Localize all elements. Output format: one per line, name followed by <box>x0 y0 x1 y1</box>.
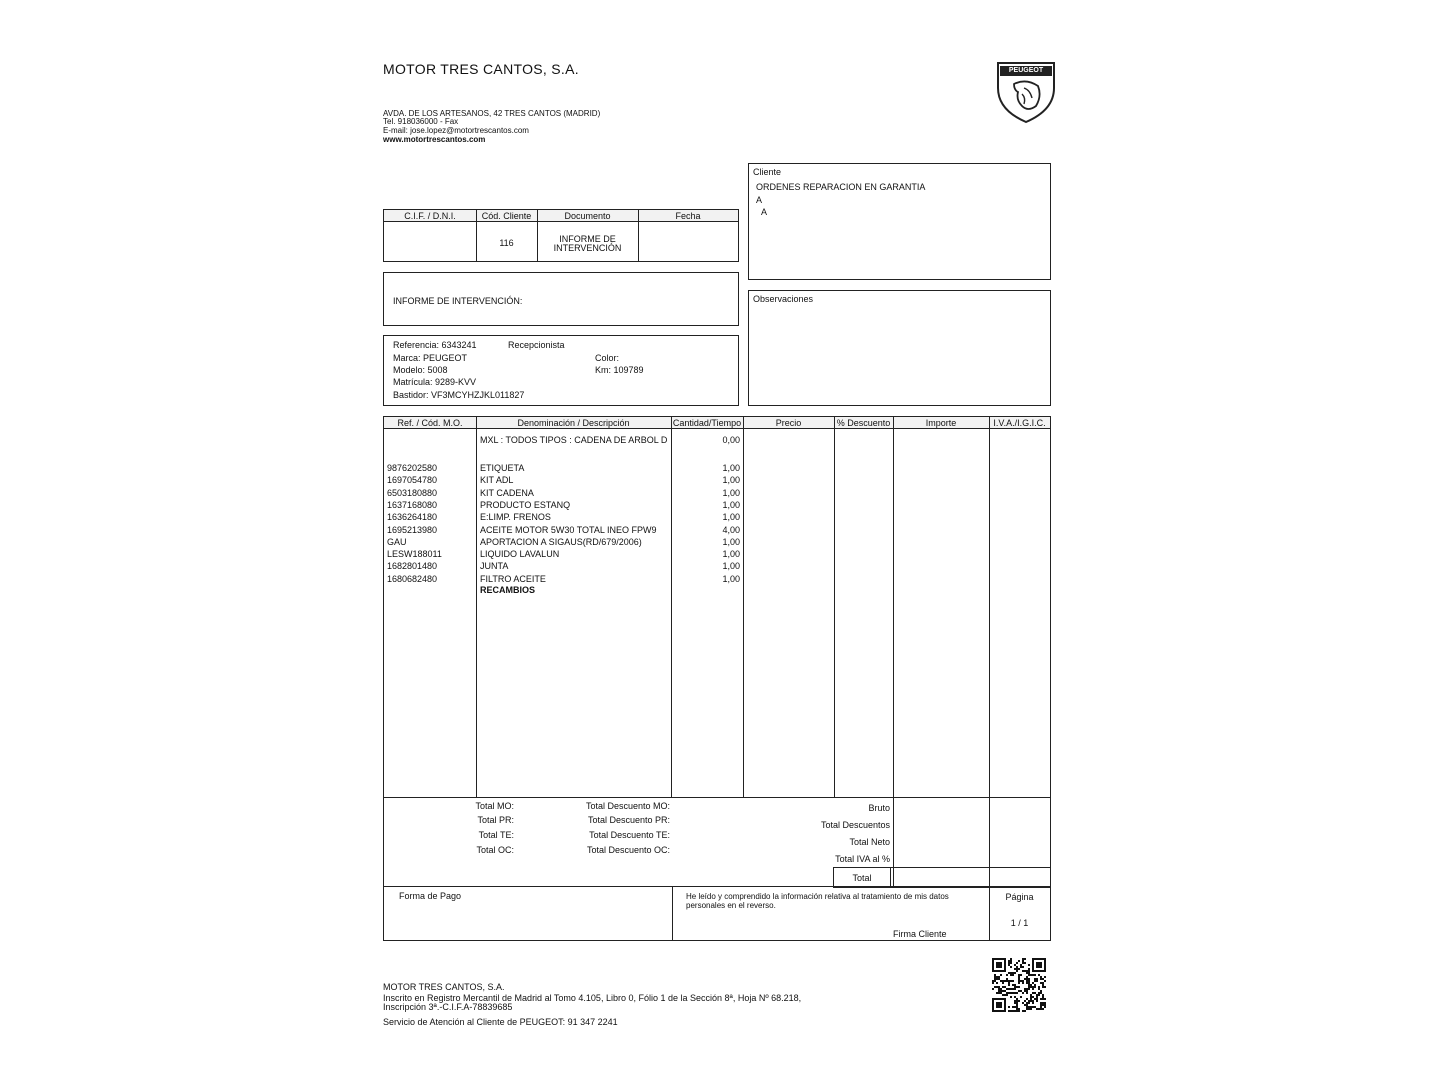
documento-value-2: INTERVENCIÓN <box>553 243 622 253</box>
row-ref: 6503180880 <box>387 487 438 498</box>
row-desc: FILTRO ACEITE <box>480 573 546 584</box>
client-line1: ORDENES REPARACION EN GARANTIA <box>756 182 926 192</box>
row-ref: 1682801480 <box>387 561 438 572</box>
privacy-line1: He leído y comprendido la información relativa al tratamiento de mis datos <box>686 892 949 901</box>
bottom-box <box>383 886 1051 941</box>
row-qty: 1,00 <box>722 536 740 547</box>
row-qty: 4,00 <box>722 524 740 535</box>
forma-pago-label: Forma de Pago <box>399 891 462 901</box>
desc-mo: Total Descuento MO: <box>585 801 670 811</box>
vehicle-marca: Marca: PEUGEOT <box>393 353 468 363</box>
vehicle-box <box>383 335 739 406</box>
total-box <box>833 867 1051 888</box>
footer-company-name: MOTOR TRES CANTOS, S.A. <box>383 982 505 992</box>
cod-cliente-value: 116 <box>499 238 514 248</box>
header-cod-cliente: Cód. Cliente <box>476 210 537 222</box>
row-ref: 1680682480 <box>387 573 438 584</box>
row-ref: 1695213980 <box>387 524 438 535</box>
row-ref: 1637168080 <box>387 499 438 510</box>
row-desc: ACEITE MOTOR 5W30 TOTAL INEO FPW9 <box>480 524 657 535</box>
header-fecha: Fecha <box>638 210 738 222</box>
col-importe: Importe <box>893 417 989 429</box>
vehicle-modelo: Modelo: 5008 <box>393 365 448 375</box>
report-title: INFORME DE INTERVENCIÓN: <box>393 296 523 306</box>
row-ref: 9876202580 <box>387 463 438 473</box>
firma-cliente-label: Firma Cliente <box>893 929 947 939</box>
first-row-qty: 0,00 <box>722 435 740 445</box>
row-qty: 1,00 <box>722 561 740 572</box>
col-descuento: % Descuento <box>834 417 893 429</box>
vehicle-km: Km: 109789 <box>595 365 644 375</box>
row-qty: 1,00 <box>722 499 740 510</box>
row-desc: E:LIMP. FRENOS <box>480 512 551 523</box>
header-documento: Documento <box>537 210 638 222</box>
vehicle-bastidor: Bastidor: VF3MCYHZJKL011827 <box>393 390 525 400</box>
company-web: www.motortrescantos.com <box>383 135 486 144</box>
vehicle-color: Color: <box>595 353 620 363</box>
vehicle-referencia: Referencia: 6343241 <box>393 340 477 350</box>
bruto-label: Bruto <box>868 803 890 813</box>
col-iva: I.V.A./I.G.I.C. <box>989 417 1050 429</box>
desc-oc: Total Descuento OC: <box>586 845 670 855</box>
vehicle-recepcionista: Recepcionista <box>508 340 565 350</box>
row-ref: GAU <box>387 536 407 547</box>
section-label: RECAMBIOS <box>480 585 536 595</box>
col-qty: Cantidad/Tiempo <box>672 418 742 428</box>
footer-line2: Inscripción 3ª.-C.I.F.A-78839685 <box>383 1002 513 1012</box>
client-label: Cliente <box>753 167 782 177</box>
logo-brand: PEUGEOT <box>1008 67 1044 74</box>
observaciones-label: Observaciones <box>753 294 814 304</box>
footer-line3: Servicio de Atención al Cliente de PEUGEOT: 91 347 2241 <box>383 1017 618 1027</box>
info-table <box>383 209 739 262</box>
documento-value-1: INFORME DE <box>559 234 616 244</box>
row-desc: KIT CADENA <box>480 487 534 498</box>
privacy-line2: personales en el reverso. <box>686 901 776 910</box>
row-desc: LIQUIDO LAVALUN <box>480 549 560 560</box>
row-desc: APORTACION A SIGAUS(RD/679/2006) <box>480 536 642 547</box>
desc-pr: Total Descuento PR: <box>587 815 670 825</box>
pagina-label: Página <box>1005 892 1034 902</box>
observaciones-box <box>748 290 1051 406</box>
total-pr: Total PR: <box>477 815 514 825</box>
col-precio: Precio <box>743 417 834 429</box>
row-qty: 1,00 <box>722 512 740 523</box>
total-te: Total TE: <box>478 830 514 840</box>
lion-shield-icon <box>994 60 1058 124</box>
total-label: Total <box>852 873 872 883</box>
desc-te: Total Descuento TE: <box>589 830 670 840</box>
total-neto-label: Total Neto <box>849 837 890 847</box>
row-desc: JUNTA <box>480 561 509 572</box>
col-desc: Denominación / Descripción <box>476 417 671 429</box>
report-title-box <box>383 272 739 326</box>
client-box <box>748 163 1051 280</box>
vehicle-matricula: Matrícula: 9289-KVV <box>393 377 477 387</box>
company-name: MOTOR TRES CANTOS, S.A. <box>383 61 579 77</box>
company-phone: Tel. 918036000 - Fax <box>383 117 459 126</box>
header-cif: C.I.F. / D.N.I. <box>384 210 476 222</box>
row-desc: ETIQUETA <box>480 463 525 473</box>
items-table <box>383 416 1051 887</box>
company-address: AVDA. DE LOS ARTESANOS, 42 TRES CANTOS (MADRID) <box>383 109 601 118</box>
first-row-desc: MXL : TODOS TIPOS : CADENA DE ARBOL D <box>480 435 668 445</box>
row-qty: 1,00 <box>722 573 740 584</box>
row-qty: 1,00 <box>722 475 740 486</box>
footer-line1: Inscrito en Registro Mercantil de Madrid al Tomo 4.105, Libro 0, Fólio 1 de la Sección 8ª, Hoja Nº 68.218, <box>383 993 802 1003</box>
row-qty: 1,00 <box>722 487 740 498</box>
row-ref: LESW188011 <box>387 549 442 560</box>
row-qty: 1,00 <box>722 549 740 560</box>
col-ref: Ref. / Cód. M.O. <box>384 417 476 429</box>
row-desc: KIT ADL <box>480 475 514 486</box>
total-oc: Total OC: <box>476 845 514 855</box>
total-descuentos-label: Total Descuentos <box>820 820 890 830</box>
pagina-value: 1 / 1 <box>1010 918 1029 928</box>
company-email: E-mail: jose.lopez@motortrescantos.com <box>383 126 529 135</box>
client-line2: A <box>756 195 763 205</box>
total-mo: Total MO: <box>475 801 514 811</box>
row-desc: PRODUCTO ESTANQ <box>480 499 571 510</box>
client-line3: A <box>761 207 768 217</box>
row-ref: 1697054780 <box>387 475 438 486</box>
row-qty: 1,00 <box>722 463 740 473</box>
row-ref: 1636264180 <box>387 512 438 523</box>
qr-code-icon <box>992 958 1046 1012</box>
total-iva-label: Total IVA al % <box>835 854 890 864</box>
